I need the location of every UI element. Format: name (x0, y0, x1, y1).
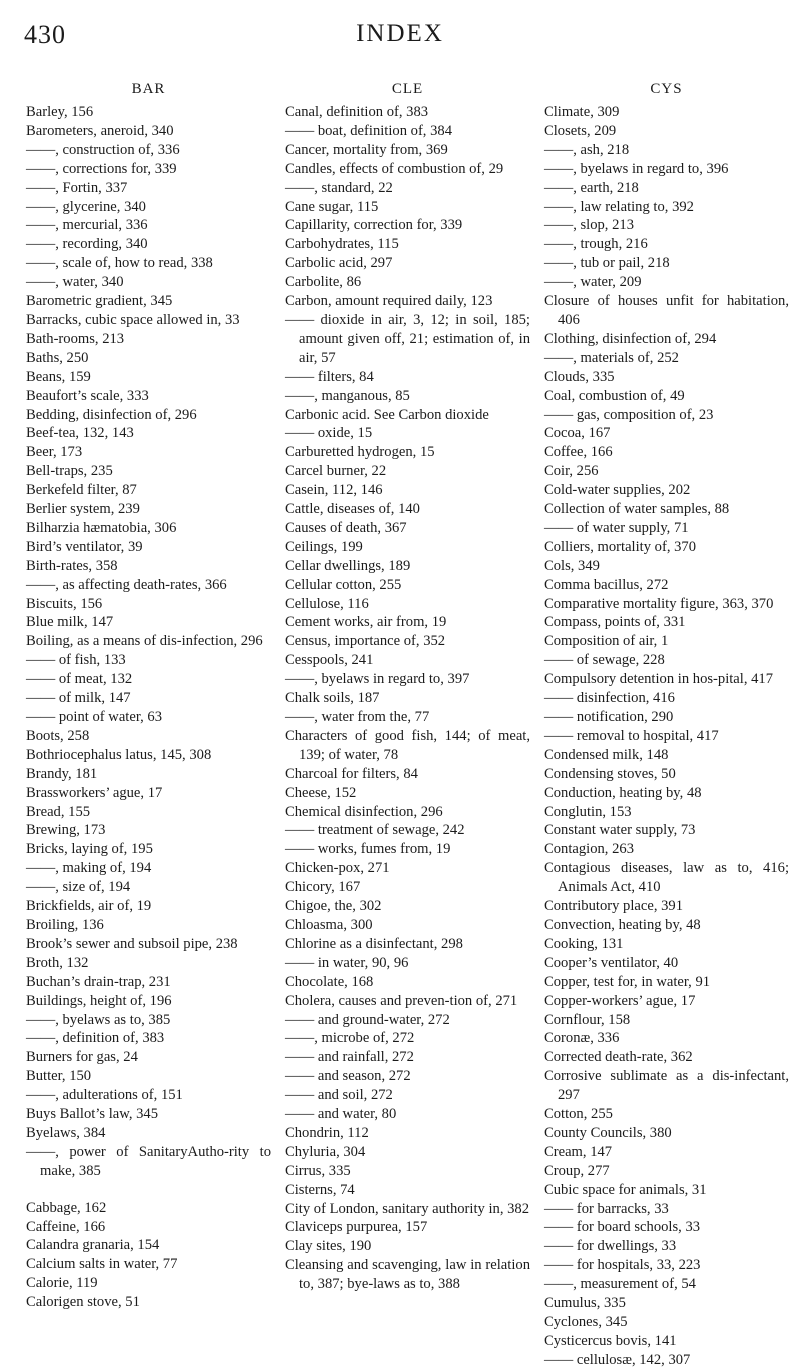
index-entry: ——, mercurial, 336 (26, 217, 148, 234)
index-entry: —— notification, 290 (544, 709, 674, 725)
index-entry: Cleansing and scavenging, law in relation to, 387; bye-laws as to, 388 (285, 1257, 530, 1293)
index-entry: ——, manganous, 85 (285, 387, 410, 404)
index-entry: Beans, 159 (26, 368, 91, 385)
index-entry: —— of water supply, 71 (544, 519, 689, 536)
index-entry: Coronæ, 336 (544, 1030, 620, 1047)
index-entry: Barley, 156 (26, 104, 94, 120)
index-entry: ——, byelaws as to, 385 (26, 1011, 171, 1028)
index-entry: ——, recording, 340 (26, 236, 148, 253)
index-entry: Barometric gradient, 345 (26, 293, 173, 310)
index-entry: Carbon, amount required daily, 123 (285, 293, 493, 310)
index-entry: Beer, 173 (26, 444, 83, 461)
index-entry: Contributory place, 391 (544, 898, 684, 915)
index-entry: Clouds, 335 (544, 368, 615, 385)
index-entry: Birth-rates, 358 (26, 557, 118, 574)
index-entry: Characters of good fish, 144; of meat, 139; of water, 78 (285, 727, 530, 763)
index-entry: Cornflour, 158 (544, 1011, 631, 1028)
index-entry: Cancer, mortality from, 369 (285, 141, 448, 158)
index-entry: Butter, 150 (26, 1068, 92, 1085)
index-entry: Census, importance of, 352 (285, 633, 446, 650)
index-entry: Cubic space for animals, 31 (544, 1181, 707, 1198)
index-entry: Bedding, disinfection of, 296 (26, 406, 197, 423)
index-entry: Charcoal for filters, 84 (285, 765, 418, 782)
index-entry: Calcium salts in water, 77 (26, 1256, 178, 1273)
index-entry: Compass, points of, 331 (544, 614, 686, 631)
index-entry: Carbohydrates, 115 (285, 236, 399, 253)
index-entry: —— boat, definition of, 384 (285, 122, 452, 139)
index-entry: Caffeine, 166 (26, 1218, 106, 1235)
index-entry: Carbonic acid. See Carbon dioxide (285, 406, 489, 423)
index-entry: —— disinfection, 416 (544, 690, 675, 707)
index-entry: ——, tub or pail, 218 (544, 255, 670, 272)
index-entry: —— of sewage, 228 (544, 652, 665, 669)
index-entry: —— treatment of sewage, 242 (285, 822, 465, 839)
index-entry: Capillarity, correction for, 339 (285, 217, 463, 234)
index-entry: —— cellulosæ, 142, 307 (544, 1351, 691, 1368)
index-entry: ——, power of SanitaryAutho-rity to make, 385 (26, 1143, 271, 1179)
index-entry: —— of fish, 133 (26, 652, 126, 669)
index-entry: Contagious diseases, law as to, 416; Animals Act, 410 (544, 860, 789, 896)
index-entry: ——, glycerine, 340 (26, 198, 146, 215)
index-entry: —— and ground-water, 272 (285, 1011, 450, 1028)
index-entry: Brandy, 181 (26, 765, 98, 782)
index-entry: Brassworkers’ ague, 17 (26, 784, 163, 801)
index-entry: Cumulus, 335 (544, 1295, 626, 1312)
index-entry: Cooking, 131 (544, 935, 624, 952)
index-entry: Chloasma, 300 (285, 916, 373, 933)
index-entry: Byelaws, 384 (26, 1124, 106, 1141)
entry-list (26, 103, 271, 1312)
index-entry: Cols, 349 (544, 557, 600, 574)
index-entry: Chalk soils, 187 (285, 690, 380, 707)
index-entry: Composition of air, 1 (544, 633, 669, 650)
index-entry: Cyclones, 345 (544, 1314, 628, 1330)
index-entry: Coffee, 166 (544, 444, 613, 461)
index-entry: Carcel burner, 22 (285, 463, 387, 480)
index-entry: Buys Ballot’s law, 345 (26, 1106, 159, 1123)
index-entry: ——, byelaws in regard to, 396 (544, 160, 729, 177)
index-entry: Burners for gas, 24 (26, 1049, 138, 1066)
index-entry: Condensed milk, 148 (544, 746, 669, 763)
index-entry: ——, corrections for, 339 (26, 160, 177, 177)
index-entry: Conglutin, 153 (544, 803, 632, 820)
index-entry: —— works, fumes from, 19 (285, 841, 451, 858)
page-number: 430 (24, 20, 66, 49)
index-entry: ——, scale of, how to read, 338 (26, 255, 213, 272)
index-entry: Brewing, 173 (26, 822, 106, 839)
index-entry: Brickfields, air of, 19 (26, 898, 152, 915)
index-entry: Cooper’s ventilator, 40 (544, 954, 679, 971)
index-entry: Compulsory detention in hos-pital, 417 (544, 671, 774, 688)
index-entry: ——, measurement of, 54 (544, 1276, 696, 1293)
entry-list (544, 103, 789, 1370)
index-entry: Berlier system, 239 (26, 501, 140, 518)
index-entry: Boots, 258 (26, 727, 90, 744)
index-entry: Calorigen stove, 51 (26, 1294, 140, 1311)
index-entry: Collection of water samples, 88 (544, 501, 730, 518)
index-entry: County Councils, 380 (544, 1124, 672, 1141)
index-entry: Calandra granaria, 154 (26, 1237, 160, 1254)
index-entry: Cysticercus bovis, 141 (544, 1332, 677, 1349)
column-header: CLE (391, 81, 424, 97)
index-entry: Causes of death, 367 (285, 519, 407, 536)
index-entry: Cesspools, 241 (285, 652, 374, 669)
index-entry: Cement works, air from, 19 (285, 614, 447, 631)
index-entry: Beef-tea, 132, 143 (26, 425, 134, 442)
index-entry: Blue milk, 147 (26, 614, 114, 631)
index-entry: —— and season, 272 (285, 1068, 411, 1085)
index-entry: Bilharzia hæmatobia, 306 (26, 519, 177, 536)
page-title: INDEX (356, 20, 444, 47)
index-entry: Cotton, 255 (544, 1106, 613, 1123)
index-entry: Claviceps purpurea, 157 (285, 1219, 428, 1236)
index-entry: Bothriocephalus latus, 145, 308 (26, 746, 212, 763)
index-column-3 (544, 75, 789, 1370)
index-entry: Colliers, mortality of, 370 (544, 538, 697, 555)
index-entry: Casein, 112, 146 (285, 482, 383, 499)
index-entry: —— of milk, 147 (26, 690, 131, 707)
index-entry: Corrosive sublimate as a dis-infectant, 297 (544, 1068, 789, 1104)
index-entry: Climate, 309 (544, 104, 620, 120)
index-entry: ——, standard, 22 (285, 179, 393, 196)
index-entry: Baths, 250 (26, 349, 89, 366)
index-entry: Cellulose, 116 (285, 595, 369, 612)
index-entry: Broiling, 136 (26, 916, 104, 933)
index-entry: ——, materials of, 252 (544, 349, 679, 366)
index-entry: Chigoe, the, 302 (285, 898, 382, 915)
index-entry: Cheese, 152 (285, 784, 357, 801)
index-entry: —— for dwellings, 33 (544, 1238, 677, 1255)
index-entry: —— in water, 90, 96 (285, 954, 409, 971)
index-entry: —— and water, 80 (285, 1106, 397, 1123)
index-entry: Cold-water supplies, 202 (544, 482, 691, 499)
index-entry: Cocoa, 167 (544, 425, 611, 442)
index-entry: Berkefeld filter, 87 (26, 482, 137, 499)
index-entry: ——, earth, 218 (544, 179, 639, 196)
index-entry: —— for barracks, 33 (544, 1200, 669, 1217)
index-entry: ——, ash, 218 (544, 141, 630, 158)
index-entry: Chicken-pox, 271 (285, 860, 390, 877)
index-entry: Bell-traps, 235 (26, 463, 113, 480)
index-entry: Cellular cotton, 255 (285, 576, 402, 593)
entry-list (285, 103, 530, 1294)
index-entry: Chondrin, 112 (285, 1124, 369, 1141)
index-entry: Cream, 147 (544, 1143, 613, 1160)
index-entry: Barometers, aneroid, 340 (26, 122, 174, 139)
index-entry: Bath-rooms, 213 (26, 330, 125, 347)
index-entry: ——, byelaws in regard to, 397 (285, 671, 470, 688)
index-entry: Ceilings, 199 (285, 538, 363, 555)
index-entry: ——, making of, 194 (26, 860, 152, 877)
index-column-1 (26, 75, 271, 1370)
index-entry: Chyluria, 304 (285, 1143, 366, 1160)
index-entry: ——, water from the, 77 (285, 709, 430, 725)
index-entry: Coir, 256 (544, 463, 599, 480)
index-entry: Cholera, causes and preven-tion of, 271 (285, 992, 518, 1009)
index-entry: Barracks, cubic space allowed in, 33 (26, 311, 240, 328)
index-entry: Canal, definition of, 383 (285, 104, 429, 120)
index-entry: Comma bacillus, 272 (544, 576, 669, 593)
index-entry: Broth, 132 (26, 954, 89, 971)
index-entry: Carbolic acid, 297 (285, 255, 393, 272)
index-entry: ——, Fortin, 337 (26, 179, 128, 196)
index-entry: ——, adulterations of, 151 (26, 1087, 183, 1104)
index-entry: ——, slop, 213 (544, 217, 634, 234)
index-entry: —— removal to hospital, 417 (544, 727, 719, 744)
index-entry: Boiling, as a means of dis-infection, 296 (26, 633, 263, 650)
index-entry: Condensing stoves, 50 (544, 765, 676, 782)
index-entry: Copper-workers’ ague, 17 (544, 992, 696, 1009)
index-entry: Bird’s ventilator, 39 (26, 538, 143, 555)
column-header: BAR (131, 81, 166, 97)
index-entry: Beaufort’s scale, 333 (26, 387, 149, 404)
index-entry: ——, trough, 216 (544, 236, 648, 253)
index-entry: —— and soil, 272 (285, 1087, 393, 1104)
index-entry: Cabbage, 162 (26, 1199, 107, 1216)
index-entry: Clothing, disinfection of, 294 (544, 330, 717, 347)
index-entry: Chicory, 167 (285, 879, 361, 896)
index-entry: —— filters, 84 (285, 368, 374, 385)
index-entry: Conduction, heating by, 48 (544, 784, 702, 801)
index-entry: Comparative mortality figure, 363, 370 (544, 595, 774, 612)
index-columns (26, 75, 796, 1370)
index-entry: Carburetted hydrogen, 15 (285, 444, 435, 461)
index-entry: Chocolate, 168 (285, 973, 374, 990)
index-entry: ——, water, 209 (544, 274, 642, 291)
index-entry: Chlorine as a disinfectant, 298 (285, 935, 463, 952)
index-entry: Cisterns, 74 (285, 1181, 355, 1198)
index-entry: —— oxide, 15 (285, 425, 373, 442)
index-entry: —— of meat, 132 (26, 671, 133, 688)
index-entry: ——, construction of, 336 (26, 141, 180, 158)
index-entry: Brook’s sewer and subsoil pipe, 238 (26, 935, 238, 952)
index-entry: Cellar dwellings, 189 (285, 557, 411, 574)
index-entry: Buchan’s drain-trap, 231 (26, 973, 171, 990)
index-entry: Candles, effects of combustion of, 29 (285, 160, 504, 177)
index-entry: —— for board schools, 33 (544, 1219, 701, 1236)
index-entry: Calorie, 119 (26, 1275, 98, 1292)
index-entry: Croup, 277 (544, 1162, 610, 1179)
column-header: CYS (650, 81, 683, 97)
index-entry: Closure of houses unfit for habitation, 406 (544, 293, 789, 328)
index-entry: Bricks, laying of, 195 (26, 841, 153, 858)
index-entry: Carbolite, 86 (285, 274, 362, 291)
index-entry: —— gas, composition of, 23 (544, 406, 714, 423)
index-entry: Coal, combustion of, 49 (544, 387, 685, 404)
index-entry: ——, water, 340 (26, 274, 124, 291)
index-entry: ——, definition of, 383 (26, 1030, 165, 1047)
index-entry: Biscuits, 156 (26, 595, 103, 612)
index-column-2 (285, 75, 530, 1370)
index-entry: Convection, heating by, 48 (544, 916, 701, 933)
index-entry: —— point of water, 63 (26, 709, 163, 725)
index-entry: ——, microbe of, 272 (285, 1030, 415, 1047)
index-entry: City of London, sanitary authority in, 382 (285, 1200, 530, 1217)
index-entry: Corrected death-rate, 362 (544, 1049, 693, 1066)
index-entry: Bread, 155 (26, 803, 91, 820)
index-entry: ——, size of, 194 (26, 879, 131, 896)
index-entry: Contagion, 263 (544, 841, 634, 858)
index-entry: —— for hospitals, 33, 223 (544, 1257, 701, 1274)
index-entry: Cirrus, 335 (285, 1162, 351, 1179)
index-entry: Buildings, height of, 196 (26, 992, 172, 1009)
index-entry: Chemical disinfection, 296 (285, 803, 443, 820)
index-entry: ——, as affecting death-rates, 366 (26, 576, 227, 593)
index-entry: Copper, test for, in water, 91 (544, 973, 711, 990)
index-entry: Cane sugar, 115 (285, 198, 379, 215)
index-entry: ——, law relating to, 392 (544, 198, 694, 215)
index-entry: Constant water supply, 73 (544, 822, 696, 839)
index-entry: —— and rainfall, 272 (285, 1049, 414, 1066)
index-entry: Cattle, diseases of, 140 (285, 501, 420, 518)
index-entry: Clay sites, 190 (285, 1238, 372, 1255)
index-entry: Closets, 209 (544, 122, 617, 139)
index-entry: —— dioxide in air, 3, 12; in soil, 185; amount given off, 21; estimation of, in air, 57 (285, 311, 530, 366)
